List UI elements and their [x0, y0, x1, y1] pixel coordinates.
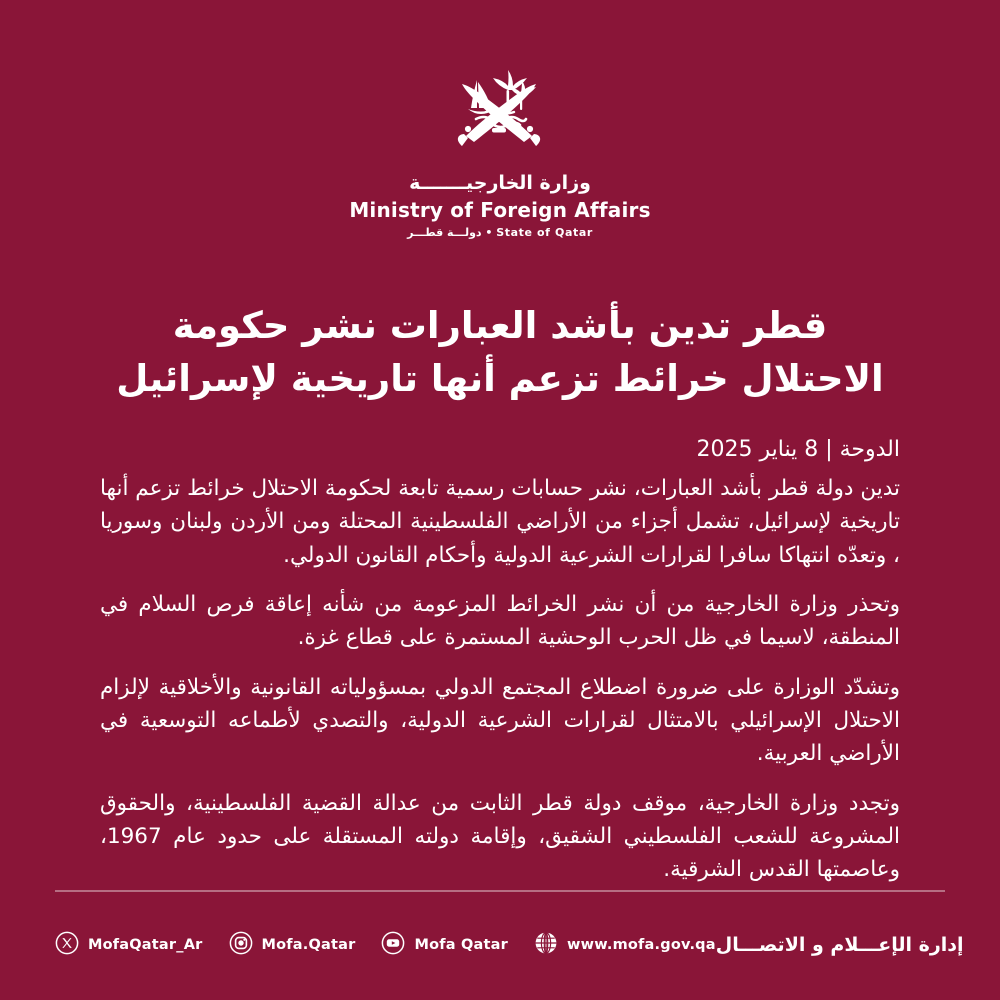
youtube-icon: [381, 931, 405, 959]
social-link-youtube[interactable]: [381, 931, 508, 959]
social-handle: www.mofa.gov.qa: [567, 937, 716, 953]
logo-arabic-name: وزارة الخارجيـــــــة: [409, 172, 591, 194]
instagram-icon: [229, 931, 253, 959]
article-paragraph: وتحذر وزارة الخارجية من أن نشر الخرائط المزعومة من شأنه إعاقة فرص السلام في المنطقة، لاسيما في ظل الحرب الوحشية المستمرة على قطاع غزة.: [100, 592, 900, 651]
article-paragraph: وتجدد وزارة الخارجية، موقف دولة قطر الثابت من عدالة القضية الفلسطينية، والحقوق المشروعة للشعب الفلسطيني الشقيق، وإقامة دولته المستقلة على حدود عام 1967، وعاصمتها القدس الشرقية.: [100, 790, 900, 883]
headline-line-2: أنها تاريخية لإسرائيل: [116, 356, 496, 400]
dateline: الدوحة | 8 يناير 2025: [696, 437, 900, 463]
footer: [0, 890, 1000, 1000]
social-links: [55, 931, 716, 959]
headline-line-1: قطر تدين بأشد العبارات نشر حكومة الاحتلال خرائط تزعم: [172, 304, 884, 400]
globe-icon: [534, 931, 558, 959]
article-paragraph: وتشدّد الوزارة على ضرورة اضطلاع المجتمع الدولي بمسؤولياته القانونية والأخلاقية لإلزام الاحتلال الإسرائيلي بالامتثال لقرارات الشرعية الدولية، والتصدي لأطماعه التوسعية في الأراضي العربية.: [100, 674, 900, 767]
x-twitter-icon: [55, 931, 79, 959]
social-link-instagram[interactable]: [229, 931, 356, 959]
page-title: [105, 300, 895, 405]
social-handle: Mofa.Qatar: [261, 937, 356, 953]
article-body: [100, 405, 900, 886]
social-handle: Mofa Qatar: [414, 937, 508, 953]
social-link-x[interactable]: [55, 931, 203, 959]
qatar-state-emblem-icon: [448, 66, 552, 162]
ministry-logo: [0, 0, 1000, 238]
logo-english-name: Ministry of Foreign Affairs: [349, 198, 651, 222]
social-handle: MofaQatar_Ar: [88, 937, 203, 953]
social-link-website[interactable]: [534, 931, 716, 959]
logo-subtitle: دولـــة قطـــر • State of Qatar: [407, 226, 593, 239]
department-label: إدارة الإعـــلام و الاتصـــال: [715, 934, 964, 956]
article-paragraph: تدين دولة قطر بأشد العبارات، نشر حسابات رسمية تابعة لحكومة الاحتلال خرائط تزعم أنها تاريخية لإسرائيل، تشمل أجزاء من الأراضي الفلسطينية المحتلة ومن الأردن ولبنان وسوريا ، وتعدّه انتهاكا سافرا لقرارات الشرعية الدولية وأحكام القانون الدولي.: [100, 476, 900, 568]
